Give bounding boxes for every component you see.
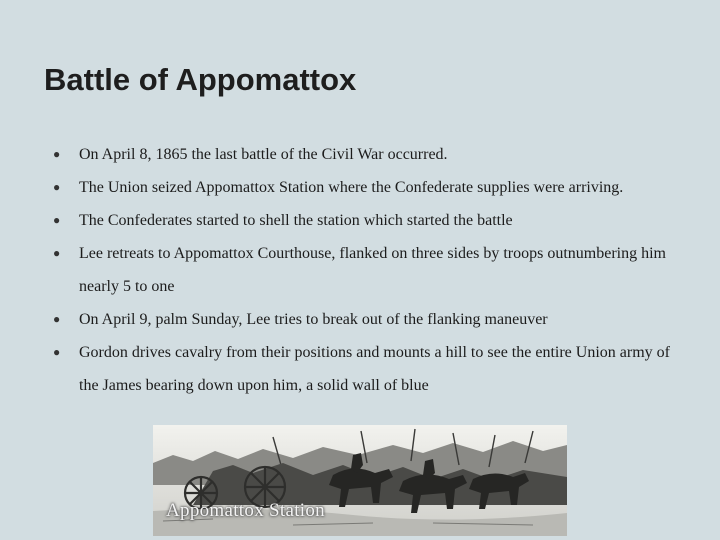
bullet-text: Lee retreats to Appomattox Courthouse, flanked on three sides by troops outnumbering him nearly 5 to one: [79, 245, 666, 295]
slide-title: Battle of Appomattox: [44, 62, 357, 97]
bullet-item: [52, 303, 672, 336]
bullet-item: [52, 138, 672, 171]
bullet-icon: ●: [53, 180, 61, 194]
image-caption: Appomattox Station: [166, 500, 325, 521]
bullet-icon: ●: [53, 246, 61, 260]
bullet-icon: ●: [53, 213, 61, 227]
bullet-icon: ●: [53, 345, 61, 359]
bullet-item: [52, 336, 672, 402]
bullet-text: The Confederates started to shell the station which started the battle: [79, 212, 513, 229]
bullet-list: [52, 138, 672, 402]
bullet-text: Gordon drives cavalry from their positions and mounts a hill to see the entire Union army of the James bearing down upon him, a solid wall of blue: [79, 344, 670, 394]
bullet-icon: ●: [53, 147, 61, 161]
bullet-text: On April 9, palm Sunday, Lee tries to break out of the flanking maneuver: [79, 311, 548, 328]
bullet-text: On April 8, 1865 the last battle of the Civil War occurred.: [79, 146, 448, 163]
bullet-item: [52, 171, 672, 204]
bullet-text: The Union seized Appomattox Station where the Confederate supplies were arriving.: [79, 179, 624, 196]
bullet-icon: ●: [53, 312, 61, 326]
bullet-item: [52, 204, 672, 237]
appomattox-station-engraving: [153, 425, 567, 536]
bullet-item: [52, 237, 672, 303]
